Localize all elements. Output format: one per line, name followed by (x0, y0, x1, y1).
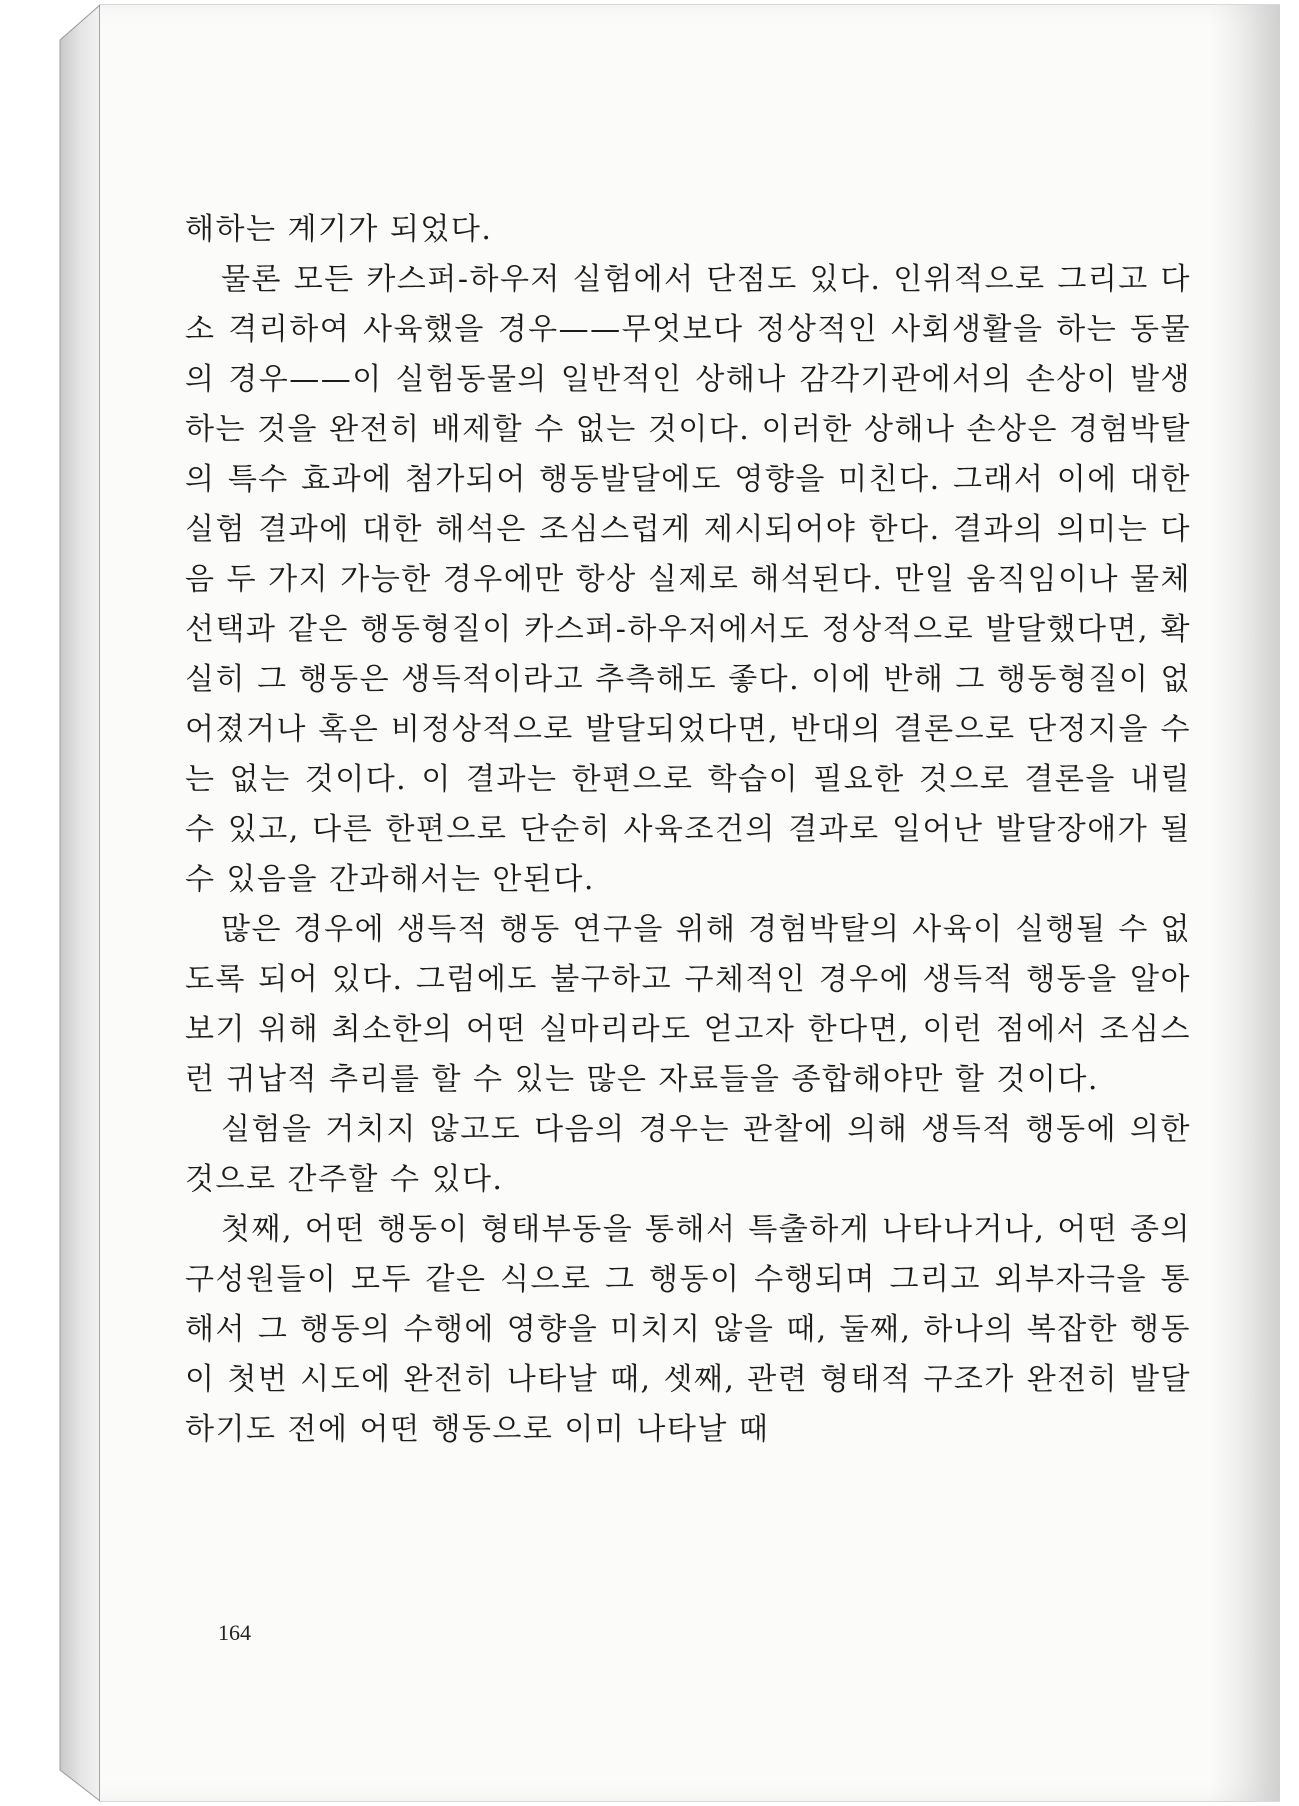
paragraph: 해하는 계기가 되었다. (185, 212, 493, 247)
paragraph: 첫째, 어떤 행동이 형태부동을 통해서 특출하게 나타나거나, 어떤 종의 구성원들이 모두 같은 식으로 그 행동이 수행되며 그리고 외부자극을 통해서 그 행동의 수행에 영향을 미치지 않을 때, 둘째, 하나의 복잡한 행동이 첫번 시도에 완전히 나타날 때, 셋째, 관련 형태적 구조가 완전히 발달하기도 전에 어떤 행동으로 이미 나타날 때 (185, 1212, 1191, 1447)
paragraph: 물론 모든 카스퍼-하우저 실험에서 단점도 있다. 인위적으로 그리고 다소 격리하여 사육했을 경우——무엇보다 정상적인 사회생활을 하는 동물의 경우——이 실험동물의 일반적인 상해나 감각기관에서의 손상이 발생하는 것을 완전히 배제할 수 없는 것이다. 이러한 상해나 손상은 경험박탈의 특수 효과에 첨가되어 행동발달에도 영향을 미친다. 그래서 이에 대한 실험 결과에 대한 해석은 조심스럽게 제시되어야 한다. 결과의 의미는 다음 두 가지 가능한 경우에만 항상 실제로 해석된다. 만일 움직임이나 물체 선택과 같은 행동형질이 카스퍼-하우저에서도 정상적으로 발달했다면, 확실히 그 행동은 생득적이라고 추측해도 좋다. 이에 반해 그 행동형질이 없어졌거나 혹은 비정상적으로 발달되었다면, 반대의 결론으로 단정지을 수는 없는 것이다. 이 결과는 한편으로 학습이 필요한 것으로 결론을 내릴 수 있고, 다른 한편으로 단순히 사육조건의 결과로 일어난 발달장애가 될 수 있음을 간과해서는 안된다. (185, 262, 1191, 897)
page-number: 164 (218, 1620, 251, 1645)
body-text (185, 205, 1191, 1455)
page-gutter-shadow (1210, 5, 1280, 1801)
paragraph: 많은 경우에 생득적 행동 연구을 위해 경험박탈의 사육이 실행될 수 없도록 되어 있다. 그럼에도 불구하고 구체적인 경우에 생득적 행동을 알아 보기 위해 최소한의 어떤 실마리라도 얻고자 한다면, 이런 점에서 조심스런 귀납적 추리를 할 수 있는 많은 자료들을 종합해야만 할 것이다. (185, 912, 1191, 1097)
paragraph: 실험을 거치지 않고도 다음의 경우는 관찰에 의해 생득적 행동에 의한 것으로 간주할 수 있다. (185, 1112, 1191, 1197)
